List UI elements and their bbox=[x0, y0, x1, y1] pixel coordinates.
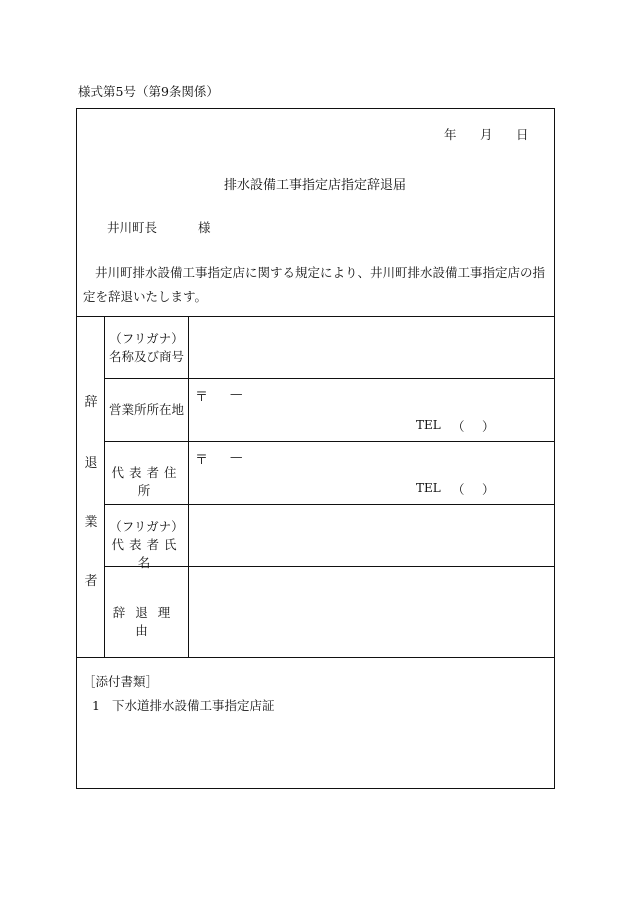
name-furigana-label: （フリガナ） bbox=[109, 331, 184, 346]
office-tel-paren-open: （ bbox=[452, 419, 465, 434]
reason-value-cell[interactable] bbox=[190, 568, 553, 655]
attachment-text: 下水道排水設備工事指定店証 bbox=[112, 698, 275, 713]
date-year: 年 bbox=[444, 127, 457, 142]
rep-postal-mark: 〒 bbox=[195, 453, 209, 468]
name-label: 名称及び商号 bbox=[108, 349, 184, 364]
rep-name-furigana-label: （フリガナ） bbox=[109, 519, 184, 534]
rep-name-value-cell[interactable] bbox=[190, 506, 553, 564]
side-label-char: 者 bbox=[84, 574, 98, 589]
rep-tel-paren-open: （ bbox=[452, 482, 465, 497]
date-month: 月 bbox=[480, 127, 493, 142]
office-postal-dash: — bbox=[230, 386, 243, 401]
office-location-label: 営業所所在地 bbox=[108, 402, 184, 417]
form-number-label: 様式第5号（第9条関係） bbox=[78, 84, 219, 99]
rep-name-label: 代表者氏名 bbox=[111, 537, 182, 570]
side-label-char: 業 bbox=[84, 515, 98, 530]
office-tel-label: TEL bbox=[416, 418, 441, 432]
office-postal-mark: 〒 bbox=[195, 390, 209, 405]
addressee-honorific: 様 bbox=[198, 220, 211, 235]
table-bottom-border bbox=[76, 657, 555, 658]
document-title: 排水設備工事指定店指定辞退届 bbox=[223, 178, 406, 193]
rep-postal-dash: — bbox=[230, 449, 243, 464]
name-value-cell[interactable] bbox=[190, 318, 553, 376]
date-day: 日 bbox=[516, 127, 529, 142]
attachments-heading: ［添付書類］ bbox=[83, 674, 159, 689]
row-divider-3 bbox=[104, 504, 555, 505]
label-value-divider bbox=[188, 316, 189, 657]
declaration-text: 井川町排水設備工事指定店に関する規定により、井川町排水設備工事指定店の指定を辞退いたします。 bbox=[83, 265, 546, 304]
attachment-number: 1 bbox=[92, 698, 100, 713]
rep-tel-label: TEL bbox=[416, 481, 441, 495]
side-label-char: 退 bbox=[84, 456, 98, 471]
attachment-item bbox=[92, 696, 275, 714]
office-tel-paren-close: ） bbox=[482, 419, 495, 434]
rep-tel-paren-close: ） bbox=[482, 482, 495, 497]
rep-address-label: 代表者住所 bbox=[111, 465, 182, 498]
table-top-border bbox=[76, 316, 555, 317]
row-divider-2 bbox=[104, 441, 555, 442]
row-divider-1 bbox=[104, 378, 555, 379]
addressee-name: 井川町長 bbox=[107, 220, 158, 235]
side-label-char: 辞 bbox=[84, 395, 98, 410]
reason-label: 辞退理由 bbox=[112, 605, 181, 638]
